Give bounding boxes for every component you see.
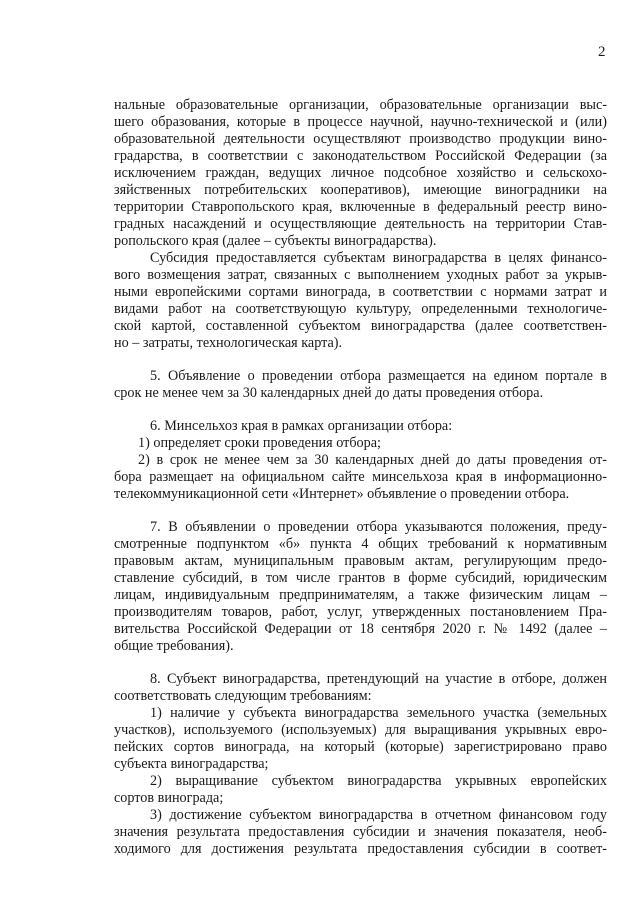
text-line: значения результата предоставления субсидии и значения показателя, необ- — [114, 824, 607, 840]
text-line: субъекта виноградарства; — [114, 756, 269, 772]
text-line: ставление субсидий, в том числе грантов в форме субсидий, юридическим — [114, 570, 607, 586]
text-line: 7. В объявлении о проведении отбора указываются положения, преду- — [150, 519, 607, 535]
text-line: градных насаждений и осуществляющие деятельность на территории Став- — [114, 216, 607, 232]
text-line: телекоммуникационной сети «Интернет» объявление о проведении отбора. — [114, 486, 570, 502]
text-line: но – затраты, технологическая карта). — [114, 335, 343, 351]
text-line: вительства Российской Федерации от 18 сентября 2020 г. № 1492 (далее – — [114, 621, 607, 637]
text-line: бора размещает на официальном сайте минсельхоза края в информационно- — [114, 469, 607, 485]
text-line: 6. Минсельхоз края в рамках организации отбора: — [150, 418, 453, 434]
text-line: срок не менее чем за 30 календарных дней до даты проведения отбора. — [114, 385, 544, 401]
text-line: 8. Субъект виноградарства, претендующий на участие в отборе, должен — [150, 671, 607, 687]
text-line: ропольского края (далее – субъекты виноградарства). — [114, 233, 437, 249]
text-line: градарства, в соответствии с законодательством Российской Федерации (за — [114, 148, 607, 164]
text-line: сортов винограда; — [114, 790, 224, 806]
text-line: участков), используемого (используемых) для выращивания укрывных евро- — [114, 722, 607, 738]
text-line: шего образования, которые в процессе научной, научно-технической и (или) — [114, 114, 607, 130]
text-line: вого возмещения затрат, связанных с выполнением уходных работ за укрыв- — [114, 267, 607, 283]
text-line: ской картой, составленной субъектом виноградарства (далее соответствен- — [114, 318, 607, 334]
text-line: смотренные подпунктом «б» пункта 4 общих требований к нормативным — [114, 536, 607, 552]
text-line: общие требования). — [114, 638, 234, 654]
text-line: правовым актам, муниципальным правовым актам, регулирующим предо- — [114, 553, 607, 569]
text-line: соответствовать следующим требованиям: — [114, 688, 372, 704]
text-line: Субсидия предоставляется субъектам виноградарства в целях финансо- — [150, 250, 607, 266]
text-line: лицам, индивидуальным предпринимателям, а также физическим лицам – — [114, 587, 607, 603]
text-line: образовательной деятельности осуществляют производство продукции вино- — [114, 131, 607, 147]
text-line: территории Ставропольского края, включенные в федеральный реестр вино- — [114, 199, 607, 215]
text-line: производителям товаров, работ, услуг, утвержденных постановлением Пра- — [114, 604, 607, 620]
text-line: пейских сортов винограда, на который (которые) зарегистрировано право — [114, 739, 607, 755]
text-line: зяйственных потребительских кооперативов), имеющие виноградники на — [114, 182, 607, 198]
text-line: 1) определяет сроки проведения отбора; — [138, 435, 381, 451]
text-line: 2) выращивание субъектом виноградарства укрывных европейских — [150, 773, 607, 789]
text-line: 5. Объявление о проведении отбора размещается на едином портале в — [150, 368, 607, 384]
text-line: нальные образовательные организации, образовательные организации выс- — [114, 97, 607, 113]
text-line: ходимого для достижения результата предоставления субсидии в соответ- — [114, 841, 607, 857]
text-line: 3) достижение субъектом виноградарства в отчетном финансовом году — [150, 807, 607, 823]
text-line: ными европейскими сортами винограда, в соответствии с нормами затрат и — [114, 284, 607, 300]
text-line: видами работ на соответствующую культуру, определенными технологиче- — [114, 301, 607, 317]
text-line: 1) наличие у субъекта виноградарства земельного участка (земельных — [150, 705, 607, 721]
text-line: 2) в срок не менее чем за 30 календарных дней до даты проведения от- — [138, 452, 607, 468]
page-number: 2 — [598, 44, 606, 60]
text-line: исключением граждан, ведущих личное подсобное хозяйство и сельскохо- — [114, 165, 607, 181]
